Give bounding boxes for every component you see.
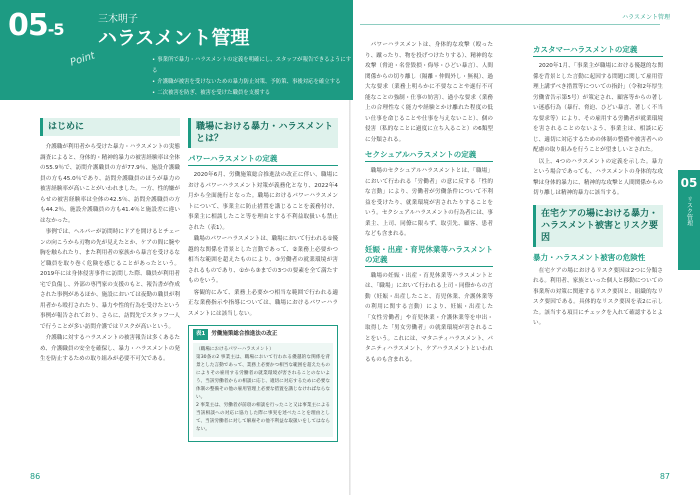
paragraph: 職場のセクシュアルハラスメントとは、「職場」において行われる「労働者」の意に反する「性的な言動」により、労働者が労働条件について不利益を受けたり、就業環境が害されたりすることをいう。セクシュアルハラスメントの行為者には、事業主、上司、同僚に限らず、取引先、顧客、患者なども含まれる。 xyxy=(365,168,493,237)
paragraph: 職場のパワーハラスメントは、職場において行われる①優越的な関係を背景とした言動であって、②業務上必要かつ相当な範囲を超えたものにより、③労働者の就業環境が害されるものであり、①から③までの3つの要素を全て満たすものをいう。 xyxy=(188,236,339,284)
subheading: 妊娠・出産・育児休業等ハラスメントの定義 xyxy=(365,245,493,267)
running-head: ハラスメント管理 xyxy=(622,14,670,21)
paragraph: 以上、4つのハラスメントの定義を示した。暴力という場合であっても、ハラスメントの身体的な攻撃は身体的暴力に、精神的な攻撃と人間関係からの切り離しは精神的暴力に該当する。 xyxy=(533,158,663,196)
section-heading: 職場における暴力・ハラスメントとは？ xyxy=(188,118,338,148)
point-item: • 介護職が被害を受けないための暴力防止対策、予防策、事後対応を確立する xyxy=(152,77,353,88)
subheading: 暴力・ハラスメント被害の危険性 xyxy=(533,252,646,262)
paragraph: 介護職が利用者から受けた暴力・ハラスメントの実態調査によると、身体的・精神的暴力の被害経験率は全体の55.9％で、訪問介護職員の方が77.9％、施設介護職員の方も45.0％であり、訪問介護職員のほうが暴力の被害経験率が高いことがいわれました。一方、性的嫌がらせの被害経験率は全体の42.5％、訪問介護職員の方も44.2％、施設介護職員の方も41.4％と施設差に違いはなかった。 xyxy=(40,144,180,224)
chapter-number xyxy=(8,8,64,43)
chapter-side-tab xyxy=(678,170,700,270)
paragraph: 介護職に対するハラスメントの被害報告は多くあるため、介護職員の安全を確保し、暴力・ハラスメントの発生を防止するための取り組みが必要不可欠である。 xyxy=(40,335,180,362)
author-name: 三木明子 xyxy=(98,14,138,25)
table-title-text: 労働施策総合推進法の改正 xyxy=(211,331,278,337)
side-tab-number: 05 xyxy=(680,176,698,190)
right-column-b xyxy=(533,40,663,330)
subheading: カスタマーハラスメントの定義 xyxy=(533,45,663,57)
section-heading: 在宅ケアの場における暴力・ハラスメント被害とリスク要因 xyxy=(533,205,663,247)
subheading: パワーハラスメントの定義 xyxy=(188,154,338,166)
section-heading: はじめに xyxy=(40,118,180,136)
table-title xyxy=(193,329,333,340)
header-rule xyxy=(360,24,660,25)
point-item: • 事業所で暴力・ハラスメントの定義を明確にし、スタッフが報告できるようにする xyxy=(152,55,353,77)
chapter-title: ハラスメント管理 xyxy=(98,27,250,49)
chapter-number-main: 05 xyxy=(8,8,48,43)
point-list xyxy=(152,55,353,99)
paragraph: 事例では、ヘルパーが訪問時にドアを開けるとチェーンの向こうから刃物の先が見えたとか、ケアの間に腕や胸を触られたり、また利用者の家族から暴言を受けるなど職員を取り巻く危険を感じることがあったという。2019年には身体侵害事件に訪問した際、職員が利用者宅で負傷し、外部の専門家の支援のもと、報告書が作成された事例があるほか、施設においては夜勤の職員が利用者から殴打されたり、暴力や性的行為を受けたという事例が報告されており、さらに、訪問先でスタッフ一人で行うことが多い訪問介護ではリスクが高いという。 xyxy=(40,229,180,330)
paragraph: パワーハラスメントは、身体的な攻撃（殴ったり、蹴ったり、物を投げつけたりする）、精神的な攻撃（脅迫・名誉毀損・侮辱・ひどい暴言）、人間関係からの切り離し（隔離・仲間外し・無視）、過大な要求（業務上明らかに不要なことや遂行不可能なことの強制・仕事の妨害）、過小な要求（業務上の合理性なく能力や経験とかけ離れた程度の低い仕事を命じることや仕事を与えないこと）、個の侵害（私的なことに過度に立ち入ること）の6類型に分類される。 xyxy=(365,42,493,143)
chapter-banner xyxy=(0,0,353,100)
right-column-a xyxy=(365,40,493,366)
point-label: Point xyxy=(68,50,97,69)
paragraph: 客観的にみて、業務上必要かつ相当な範囲で行われる適正な業務指示や指導については、職場におけるパワーハラスメントには該当しない。 xyxy=(188,289,338,317)
table-line: 2 事業主は、労働者が前項の相談を行ったこと又は事業主による当該相談への対応に協力した際に事実を述べたことを理由として、当該労働者に対して解雇その他不利益な取扱いをしてはならない。 xyxy=(196,402,330,432)
left-column xyxy=(40,118,180,366)
chapter-number-sub: -5 xyxy=(47,20,64,39)
table-line: （職場におけるパワーハラスメント） xyxy=(196,346,274,352)
paragraph: 2020年1月、「事業主が職場における優越的な関係を背景とした言動に起因する問題に関して雇用管理上講ずべき措置等についての指針」（令和2年厚生労働省告示第5号）が策定され、顧客等からの著しい迷惑行為（暴行、脅迫、ひどい暴言、著しく不当な要求等）により、その雇用する労働者が就業環境を害されることのないよう、事業主は、相談に応じ、適切に対応するための体制の整備や被害者への配慮の取り組みを行うことが望ましいとされた。 xyxy=(533,63,663,153)
middle-column xyxy=(188,118,338,442)
subheading: セクシュアルハラスメントの定義 xyxy=(365,150,493,162)
page-number-left: 86 xyxy=(30,472,41,481)
paragraph: 在宅ケアの場におけるリスク要因は2つに分類される。利用者、家族といった個人と移動についての事業所の対策に関連するリスク要因と、組織的なリスク要因である。具体的なリスク要因を表2に示した。該当する項目にチェックを入れて確認するとよい。 xyxy=(533,267,663,326)
point-item: • 二次被害を防ぎ、被害を受けた職員を支援する xyxy=(152,88,353,99)
paragraph: 職場の妊娠・出産・育児休業等ハラスメントとは、「職場」において行われる上司・同僚からの言動（妊娠・出産したこと、育児休業、介護休業等の利用に関する言動）により、妊娠・出産した「女性労働者」や育児休業・介護休業等を申出・取得した「男女労働者」の就業環境が害されることをいう。これには、マタニティハラスメント、パタニティハラスメント、ケアハラスメントといわれるものも含まれる。 xyxy=(365,272,493,363)
table-line: 第30条の2 事業主は、職場において行われる優越的な関係を背景とした言動であって、業務上必要かつ相当な範囲を超えたものによりその雇用する労働者の就業環境が害されることのないよう、当該労働者からの相談に応じ、適切に対応するために必要な体制の整備その他の雇用管理上必要な措置を講じなければならない。 xyxy=(196,354,330,400)
paragraph: 2020年6月、労働施策総合推進法の改正に伴い、職場におけるパワーハラスメント対策が義務化となり、2022年4月から全面施行となった。職場におけるパワーハラスメントについて、事業主に防止措置を講じることを義務付け、事業主に相談したこと等を理由とする不利益取扱いも禁止された（表1）。 xyxy=(188,172,338,231)
page-number-right: 87 xyxy=(659,472,670,481)
table-tag: 表1 xyxy=(193,329,208,340)
table-1 xyxy=(188,325,338,442)
side-tab-label: リスク管理 xyxy=(685,196,693,226)
table-body xyxy=(193,343,333,437)
